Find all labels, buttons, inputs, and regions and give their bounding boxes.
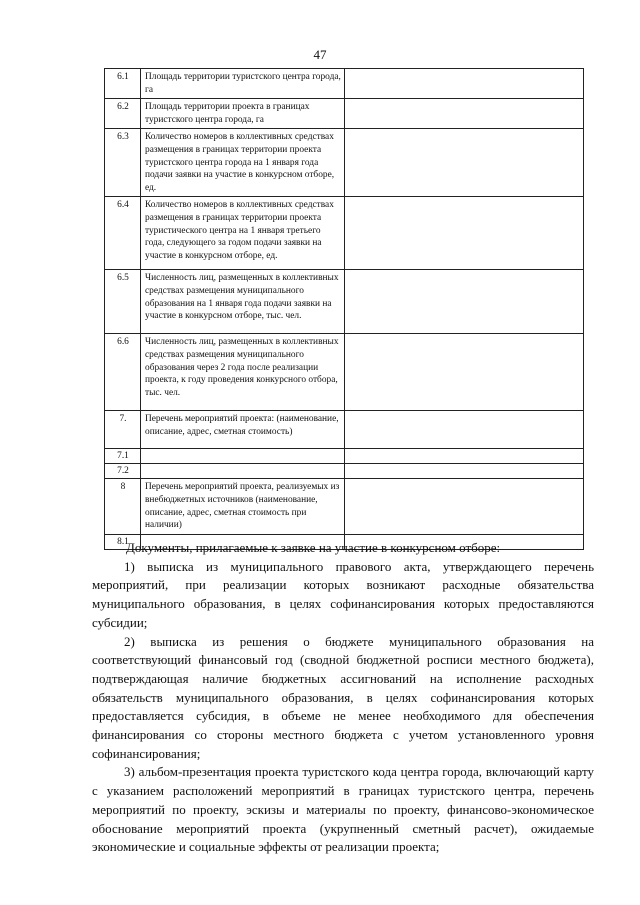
table-row bbox=[105, 197, 584, 270]
row-description: Численность лиц, размещенных в коллективных средствах размещения муниципального образования на 1 января года подачи заявки на участие в конкурсном отборе, тыс. чел. bbox=[141, 270, 345, 334]
row-number: 6.2 bbox=[105, 99, 141, 129]
row-value-cell bbox=[345, 411, 584, 449]
table-row bbox=[105, 69, 584, 99]
row-description: Площадь территории туристского центра города, га bbox=[141, 69, 345, 99]
table-row bbox=[105, 334, 584, 411]
document-item: 1) выписка из муниципального правового акта, утверждающего перечень мероприятий, при реализации которых возникают расходные обязательства муниципального образования, в целях софинансирования которых предоставляются субсидии; bbox=[92, 558, 594, 630]
row-number: 8 bbox=[105, 479, 141, 534]
document-item: 3) альбом-презентация проекта туристского кода центра города, включающий карту с указанием расположений мероприятий в границах туристского центра, перечень мероприятий по проекту, эскизы и материалы по проекту, финансово-экономическое обоснование мероприятий проекта (укрупненный сметный расчет), ожидаемые экономические и социальные эффекты от реализации проекта; bbox=[92, 764, 594, 855]
row-description: Перечень мероприятий проекта: (наименование, описание, адрес, сметная стоимость) bbox=[141, 411, 345, 449]
row-number: 7. bbox=[105, 411, 141, 449]
row-number: 6.3 bbox=[105, 129, 141, 197]
row-number: 6.6 bbox=[105, 334, 141, 411]
row-value-cell bbox=[345, 479, 584, 534]
table-row bbox=[105, 99, 584, 129]
row-description: Количество номеров в коллективных средствах размещения в границах территории проекта туристического центра на 1 января третьего года, следующего за годом подачи заявки на участие в конкурсном отборе, ед. bbox=[141, 197, 345, 270]
row-number: 6.4 bbox=[105, 197, 141, 270]
table-row bbox=[105, 449, 584, 464]
application-form-table bbox=[104, 68, 584, 550]
row-description: Численность лиц, размещенных в коллективных средствах размещения муниципального образования через 2 года после реализации проекта, к году проведения конкурсного отбора, тыс. чел. bbox=[141, 334, 345, 411]
table-row bbox=[105, 479, 584, 534]
row-value-cell bbox=[345, 334, 584, 411]
page-number: 47 bbox=[313, 47, 327, 62]
row-number: 7.2 bbox=[105, 464, 141, 479]
row-value-cell bbox=[345, 99, 584, 129]
row-description: Перечень мероприятий проекта, реализуемых из внебюджетных источников (наименование, описание, адрес, сметная стоимость при наличии) bbox=[141, 479, 345, 534]
table-row bbox=[105, 464, 584, 479]
row-number: 7.1 bbox=[105, 449, 141, 464]
row-description: Количество номеров в коллективных средствах размещения в границах территории проекта туристского центра города на 1 января года подачи заявки на участие в конкурсном отборе, ед. bbox=[141, 129, 345, 197]
row-number: 8.1 bbox=[105, 534, 141, 549]
row-number: 6.1 bbox=[105, 69, 141, 99]
row-description bbox=[141, 464, 345, 479]
row-value-cell bbox=[345, 197, 584, 270]
row-value-cell bbox=[345, 129, 584, 197]
document-item: 2) выписка из решения о бюджете муниципального образования на соответствующий финансовый год (сводной бюджетной росписи местного бюджета), подтверждающая наличие бюджетных ассигнований на исполнение расходных обязательств муниципального образования, в целях софинансирования которых предоставляется субсидия, в объеме не менее необходимого для обеспечения финансирования со стороны местного бюджета с учетом установленного уровня софинансирования; bbox=[92, 633, 594, 761]
row-description bbox=[141, 449, 345, 464]
documents-section bbox=[92, 539, 594, 857]
row-value-cell bbox=[345, 464, 584, 479]
table-row bbox=[105, 411, 584, 449]
row-value-cell bbox=[345, 270, 584, 334]
row-description: Площадь территории проекта в границах туристского центра города, га bbox=[141, 99, 345, 129]
row-value-cell bbox=[345, 69, 584, 99]
row-value-cell bbox=[345, 449, 584, 464]
table-row bbox=[105, 270, 584, 334]
table-row bbox=[105, 129, 584, 197]
row-number: 6.5 bbox=[105, 270, 141, 334]
documents-intro: Документы, прилагаемые к заявке на участие в конкурсном отборе: bbox=[126, 540, 501, 555]
